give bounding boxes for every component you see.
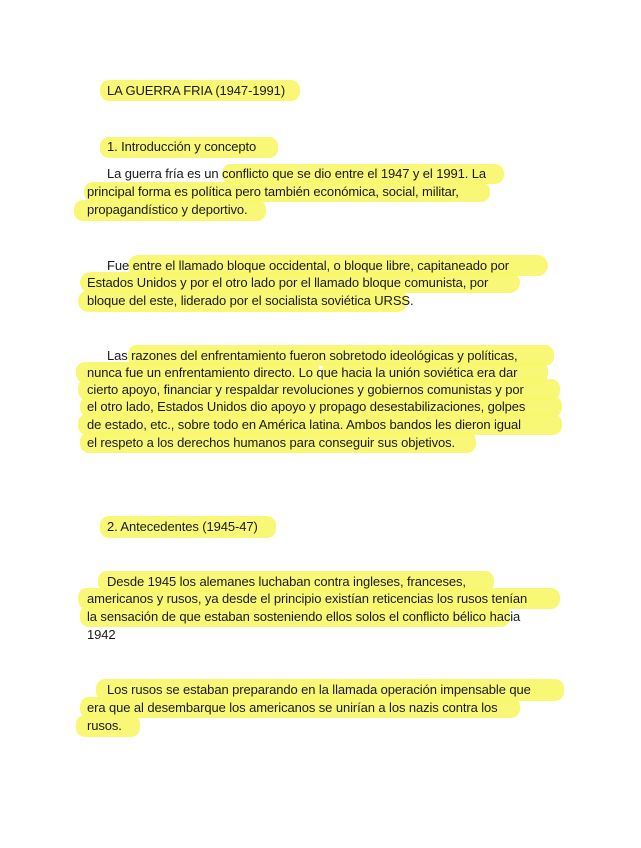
paragraph-line: era que al desembarque los americanos se unirían a los nazis contra los <box>87 700 498 715</box>
paragraph-line: Desde 1945 los alemanes luchaban contra ingleses, franceses, <box>107 574 466 589</box>
paragraph-line: principal forma es política pero también económica, social, militar, <box>87 184 459 199</box>
paragraph-line: de estado, etc., sobre todo en América latina. Ambos bandos les dieron igual <box>87 417 521 432</box>
paragraph-line: La guerra fría es un conflicto que se dio entre el 1947 y el 1991. La <box>107 166 487 181</box>
paragraph-line: la sensación de que estaban sosteniendo ellos solos el conflicto bélico hacia <box>87 609 521 624</box>
paragraph-line: bloque del este, liderado por el socialista soviética URSS. <box>87 293 414 308</box>
paragraph-line: americanos y rusos, ya desde el principio existían reticencias los rusos tenían <box>87 591 528 606</box>
paragraph-line: Los rusos se estaban preparando en la llamada operación impensable que <box>107 682 531 697</box>
paragraph-line: 1942 <box>87 627 116 642</box>
paragraph-line: cierto apoyo, financiar y respaldar revoluciones y gobiernos comunistas y por <box>87 382 524 397</box>
paragraph-line: el otro lado, Estados Unidos dio apoyo y propago desestabilizaciones, golpes <box>87 399 526 414</box>
paragraph-line: Fue entre el llamado bloque occidental, o bloque libre, capitaneado por <box>107 258 509 273</box>
section-heading: 1. Introducción y concepto <box>107 139 257 154</box>
document-title: LA GUERRA FRIA (1947-1991) <box>107 83 286 98</box>
section-heading: 2. Antecedentes (1945-47) <box>107 519 258 534</box>
paragraph-line: Las razones del enfrentamiento fueron sobretodo ideológicas y políticas, <box>107 348 518 363</box>
paragraph-line: nunca fue un enfrentamiento directo. Lo que hacia la unión soviética era dar <box>87 365 518 380</box>
paragraph-line: Estados Unidos y por el otro lado por el llamado bloque comunista, por <box>87 275 489 290</box>
paragraph-line: propagandístico y deportivo. <box>87 202 248 217</box>
paragraph-line: el respeto a los derechos humanos para conseguir sus objetivos. <box>87 435 456 450</box>
paragraph-line: rusos. <box>87 718 122 733</box>
